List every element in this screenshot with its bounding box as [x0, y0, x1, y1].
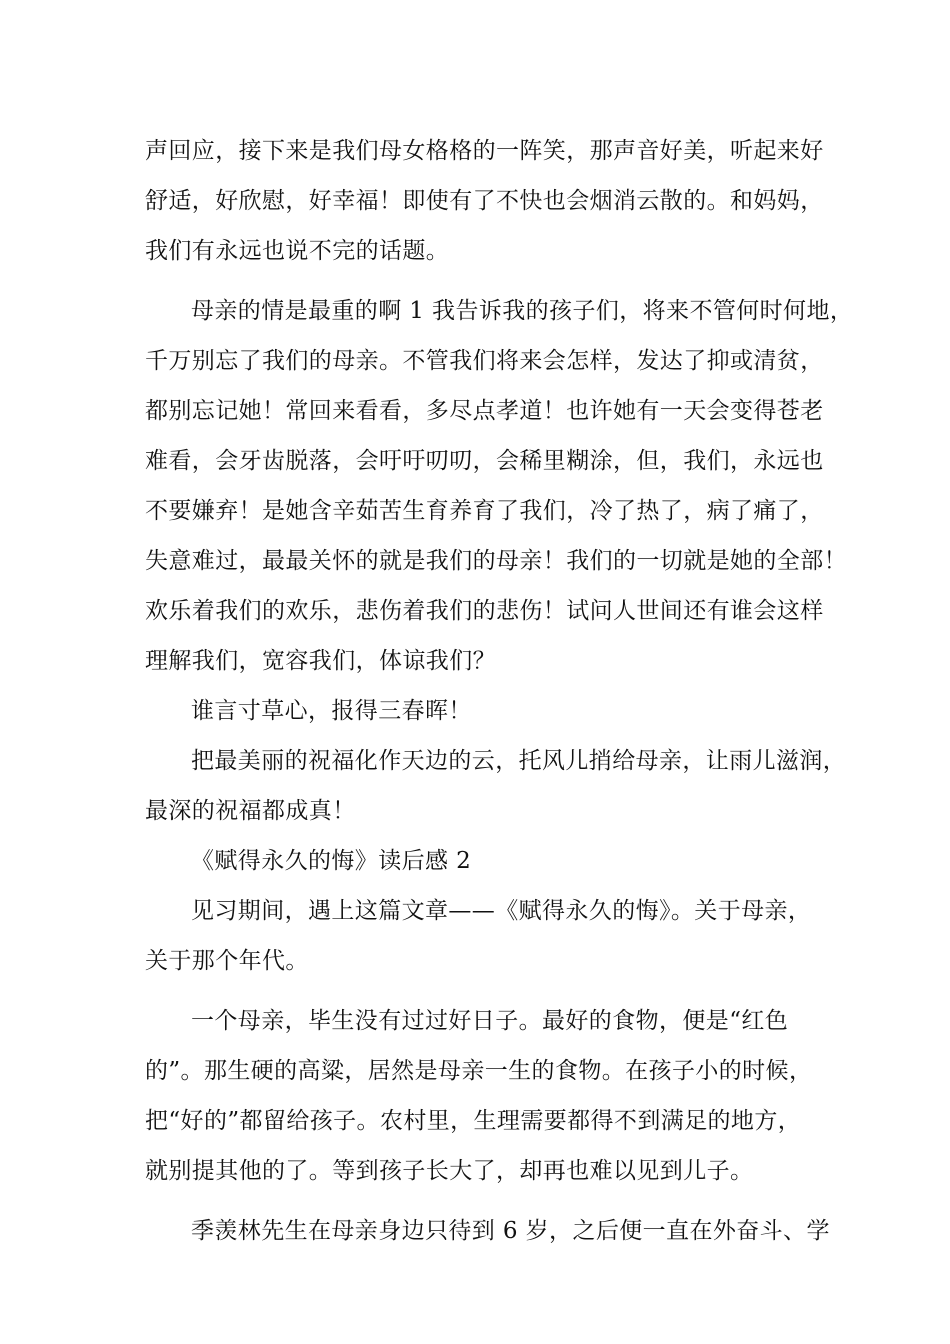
paragraph-7	[145, 1206, 835, 1256]
document-body	[145, 126, 854, 1256]
text-line: 季羡林先生在母亲身边只待到 6 岁，之后便一直在外奋斗、学	[191, 1218, 830, 1244]
paragraph-3	[145, 686, 835, 736]
paragraph-gap	[145, 986, 835, 996]
text-line: 理解我们，宽容我们，体谅我们？	[145, 648, 496, 674]
text-line: 就别提其他的了。等到孩子长大了，却再也难以见到儿子。	[145, 1158, 754, 1184]
text-line: 千万别忘了我们的母亲。不管我们将来会怎样，发达了抑或清贫，	[145, 348, 824, 374]
text-line: 声回应，接下来是我们母女格格的一阵笑，那声音好美，听起来好	[145, 138, 824, 164]
paragraph-6	[145, 996, 835, 1196]
text-line: 母亲的情是最重的啊 1 我告诉我的孩子们，将来不管何时何地，	[191, 298, 854, 324]
paragraph-gap	[145, 276, 835, 286]
text-line: 见习期间，遇上这篇文章——《赋得永久的悔》。关于母亲，	[191, 898, 812, 924]
paragraph-1	[145, 126, 835, 276]
section-heading: 《赋得永久的悔》读后感 2	[191, 848, 472, 874]
text-line: 难看，会牙齿脱落，会吁吁叨叨，会稀里糊涂，但，我们，永远也	[145, 448, 824, 474]
text-line: 都别忘记她！常回来看看，多尽点孝道！也许她有一天会变得苍老	[145, 398, 824, 424]
text-line: 最深的祝福都成真！	[145, 798, 356, 824]
text-line: 关于那个年代。	[145, 948, 309, 974]
section-title	[145, 836, 835, 886]
text-line: 谁言寸草心，报得三春晖！	[191, 698, 472, 724]
text-line: 的”。那生硬的高粱，居然是母亲一生的食物。在孩子小的时候，	[145, 1058, 813, 1084]
paragraph-5	[145, 886, 835, 986]
paragraph-gap	[145, 1196, 835, 1206]
text-line: 把“好的”都留给孩子。农村里，生理需要都得不到满足的地方，	[145, 1108, 802, 1134]
text-line: 把最美丽的祝福化作天边的云，托风儿捎给母亲，让雨儿滋润，	[191, 748, 847, 774]
text-line: 欢乐着我们的欢乐，悲伤着我们的悲伤！试问人世间还有谁会这样	[145, 598, 824, 624]
paragraph-4	[145, 736, 847, 836]
text-line: 舒适，好欣慰，好幸福！即使有了不快也会烟消云散的。和妈妈，	[145, 188, 824, 214]
text-line: 不要嫌弃！是她含辛茹苦生育养育了我们，冷了热了，病了痛了，	[145, 498, 824, 524]
paragraph-2	[145, 286, 854, 686]
text-line: 我们有永远也说不完的话题。	[145, 238, 450, 264]
text-line: 失意难过，最最关怀的就是我们的母亲！我们的一切就是她的全部！	[145, 548, 847, 574]
text-line: 一个母亲，毕生没有过过好日子。最好的食物，便是“红色	[191, 1008, 789, 1034]
